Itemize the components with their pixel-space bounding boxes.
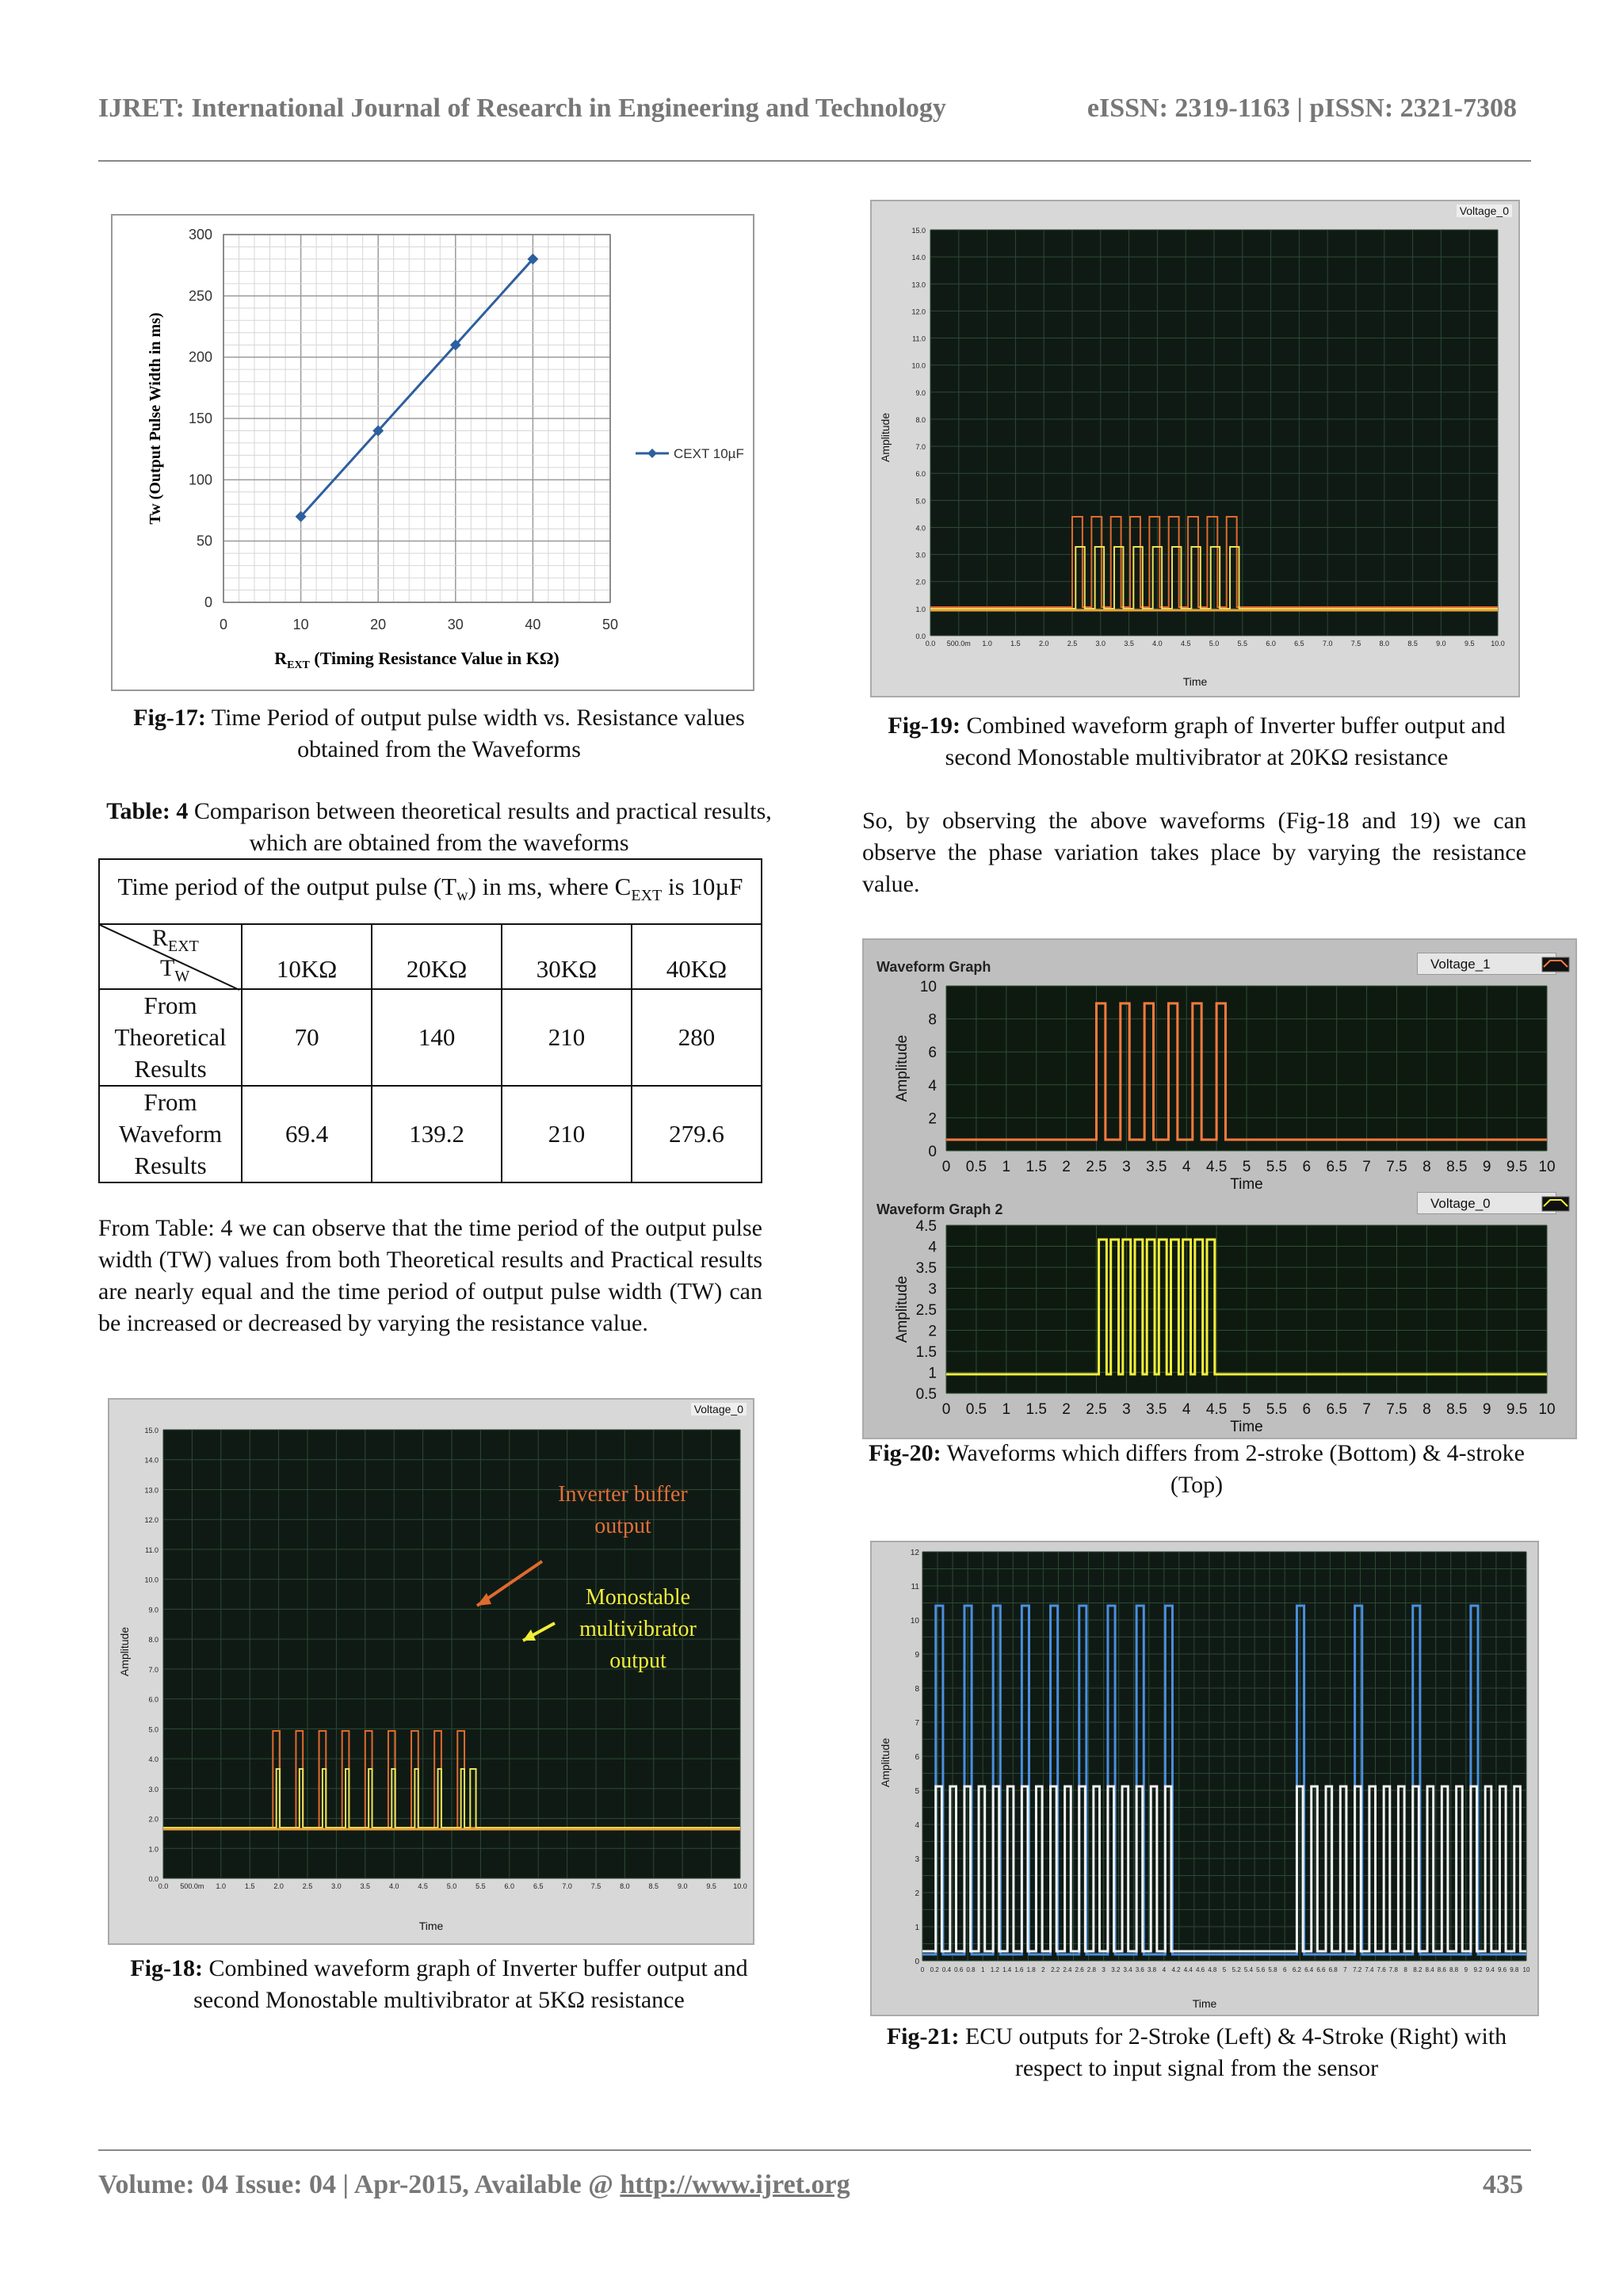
x-tick-label: 2.6: [1075, 1966, 1084, 1973]
x-tick-label: 6.4: [1304, 1966, 1314, 1973]
fig21-ylabel: Amplitude: [879, 1737, 892, 1788]
y-tick-label: 300: [188, 227, 212, 243]
x-tick-label: 4: [1162, 1966, 1167, 1973]
y-tick-label: 7.0: [915, 443, 926, 452]
y-tick-label: 3.0: [915, 551, 926, 560]
legend-marker: [647, 449, 657, 458]
x-tick-label: 9.5: [1506, 1401, 1528, 1418]
fig21-caption-label: Fig-21:: [886, 2023, 960, 2050]
x-tick-label: 9.8: [1510, 1966, 1519, 1973]
fig18-caption: [98, 1953, 780, 2016]
x-tick-label: 4: [1182, 1159, 1191, 1175]
x-tick-label: 4.0: [1152, 640, 1163, 648]
y-tick-label: 1: [915, 1924, 919, 1932]
x-tick-label: 2.4: [1063, 1966, 1072, 1973]
table4-cell: 279.6: [632, 1086, 762, 1182]
y-tick-label: 7: [915, 1719, 919, 1728]
x-tick-label: 7: [1343, 1966, 1347, 1973]
y-tick-label: 0: [915, 1958, 919, 1966]
x-tick-label: 6.5: [1326, 1159, 1347, 1175]
y-axis-label: Tw (Output Pulse Width in ms): [147, 312, 164, 525]
x-tick-label: 1.0: [982, 640, 992, 648]
y-tick-label: 2.0: [915, 578, 926, 586]
y-tick-label: 11.0: [145, 1545, 158, 1554]
x-tick-label: 3.0: [1095, 640, 1106, 648]
x-tick-label: 5.5: [1266, 1401, 1288, 1418]
x-tick-label: 2: [1041, 1966, 1045, 1973]
x-tick-label: 5.5: [475, 1882, 486, 1890]
x-tick-label: 7.6: [1377, 1966, 1386, 1973]
y-tick-label: 5: [915, 1787, 919, 1796]
x-tick-label: 1.5: [1025, 1401, 1047, 1418]
y-tick-label: 8: [928, 1011, 937, 1029]
fig18-caption-text: Combined waveform graph of Inverter buffer output and second Monostable multivibrator at 5KΩ resistance: [193, 1955, 748, 2013]
x-tick-label: 50: [601, 617, 619, 632]
x-tick-label: 10.0: [1491, 640, 1505, 648]
y-tick-label: 8.0: [915, 415, 926, 424]
fig20-top-legend-label: Voltage_1: [1430, 957, 1491, 972]
x-tick-label: 20: [370, 617, 387, 632]
x-tick-label: 8.6: [1437, 1966, 1446, 1973]
fig18-legend: Voltage_0: [691, 1403, 747, 1415]
table4-cell: 70: [242, 989, 372, 1086]
x-tick-label: 2.0: [1038, 640, 1049, 648]
y-tick-label: 14.0: [911, 254, 926, 262]
y-tick-label: 6: [928, 1045, 937, 1062]
fig21-frame: [870, 1541, 1539, 2016]
fig17-caption-label: Fig-17:: [133, 705, 206, 731]
x-tick-label: 9: [1482, 1401, 1491, 1418]
x-tick-label: 4.5: [418, 1882, 428, 1890]
x-tick-label: 1: [1002, 1159, 1011, 1175]
y-tick-label: 10.0: [144, 1576, 158, 1584]
x-tick-label: 1.5: [1010, 640, 1021, 648]
x-tick-label: 8: [1423, 1401, 1431, 1418]
fig18-xlabel: Time: [418, 1920, 444, 1932]
x-tick-label: 0.4: [941, 1966, 952, 1973]
x-tick-label: 4.0: [388, 1882, 399, 1890]
x-tick-label: 5.2: [1232, 1966, 1241, 1973]
x-axis-label: Time: [1230, 1176, 1263, 1193]
fig20-top-title: Waveform Graph: [876, 959, 991, 975]
table4-caption-label: Table: 4: [106, 798, 189, 824]
y-tick-label: 1.5: [915, 1344, 937, 1361]
x-tick-label: 6.0: [1266, 640, 1276, 648]
y-tick-label: 8.0: [148, 1636, 158, 1645]
x-tick-label: 5: [1222, 1966, 1227, 1973]
x-tick-label: 8.5: [1446, 1159, 1468, 1175]
x-tick-label: 500.0m: [180, 1882, 204, 1890]
y-tick-label: 150: [188, 411, 212, 426]
x-tick-label: 1.4: [1002, 1966, 1012, 1973]
fig17-caption-text: Time Period of output pulse width vs. Resistance values obtained from the Waveforms: [211, 705, 745, 762]
table4-col-10k: 10KΩ: [242, 924, 372, 989]
y-tick-label: 100: [188, 472, 212, 488]
x-tick-label: 5.4: [1243, 1966, 1254, 1973]
issn-header: eISSN: 2319-1163 | pISSN: 2321-7308: [1086, 94, 1517, 123]
fig19-caption: [856, 710, 1537, 774]
table4-cell: 280: [632, 989, 762, 1086]
table4-cell: 69.4: [242, 1086, 372, 1182]
x-tick-label: 0: [941, 1159, 951, 1175]
x-tick-label: 7: [1362, 1159, 1371, 1175]
y-tick-label: 10.0: [911, 361, 926, 370]
x-tick-label: 2.2: [1051, 1966, 1060, 1973]
fig17-chart-frame: [111, 214, 754, 691]
x-tick-label: 7.8: [1388, 1966, 1398, 1973]
x-tick-label: 1.5: [244, 1882, 255, 1890]
fig20-caption: [856, 1438, 1537, 1501]
y-tick-label: 0: [204, 594, 212, 610]
x-tick-label: 2.5: [1086, 1159, 1107, 1175]
table4-discussion-paragraph: From Table: 4 we can observe that the time period of the output pulse width (TW) values from both Theoretical results and Practical results are nearly equal and the time period of output pulse width (TW) can be increased or decreased by varying the resistance value.: [98, 1215, 762, 1336]
x-tick-label: 0.5: [965, 1159, 987, 1175]
x-tick-label: 9.6: [1497, 1966, 1507, 1973]
y-tick-label: 4.5: [915, 1218, 937, 1235]
x-tick-label: 0: [219, 617, 228, 632]
x-tick-label: 2.5: [1067, 640, 1078, 648]
y-tick-label: 12.0: [144, 1516, 158, 1525]
x-tick-label: 5.0: [1209, 640, 1220, 648]
x-tick-label: 500.0m: [946, 640, 971, 648]
fig20-bottom-title: Waveform Graph 2: [876, 1201, 1003, 1217]
fig20-caption-label: Fig-20:: [869, 1440, 941, 1466]
y-tick-label: 14.0: [144, 1456, 158, 1465]
fig17-line-chart: [113, 216, 753, 690]
y-tick-label: 5.0: [915, 497, 926, 506]
y-tick-label: 50: [196, 533, 212, 549]
x-tick-label: 8.5: [648, 1882, 659, 1890]
y-tick-label: 250: [188, 288, 212, 304]
x-axis-label: $R_{EXT}$ (Timing Resistance Value in KΩ): [274, 648, 559, 671]
table4-caption-text: Comparison between theoretical results and practical results, which are obtained from the waveforms: [193, 798, 772, 856]
fig19-waveform-plot: [910, 225, 1505, 653]
table4-caption: [98, 796, 780, 859]
x-tick-label: 8.0: [1379, 640, 1390, 648]
fig19-legend: Voltage_0: [1457, 204, 1512, 217]
x-tick-label: 0.5: [965, 1401, 987, 1418]
y-tick-label: 4.0: [148, 1755, 158, 1764]
x-tick-label: 4.2: [1171, 1966, 1181, 1973]
legend-label: CEXT 10µF: [674, 446, 744, 461]
x-tick-label: 1: [1002, 1401, 1011, 1418]
y-tick-label: 200: [188, 349, 212, 365]
x-tick-label: 5: [1242, 1159, 1251, 1175]
y-tick-label: 3.0: [148, 1785, 158, 1794]
x-tick-label: 3.0: [331, 1882, 342, 1890]
x-tick-label: 7.2: [1353, 1966, 1362, 1973]
y-tick-label: 7.0: [148, 1665, 158, 1674]
table4-cell: 140: [372, 989, 502, 1086]
diag-bottom-label: $T_W$: [160, 955, 190, 985]
y-tick-label: 9: [915, 1651, 919, 1660]
x-tick-label: 7: [1362, 1401, 1371, 1418]
x-tick-label: 1.2: [990, 1966, 1000, 1973]
x-tick-label: 2.8: [1086, 1966, 1096, 1973]
x-tick-label: 9.5: [1506, 1159, 1528, 1175]
x-tick-label: 7.0: [562, 1882, 572, 1890]
x-tick-label: 6: [1302, 1159, 1312, 1175]
y-tick-label: 10: [919, 979, 937, 995]
x-tick-label: 9.0: [1436, 640, 1446, 648]
x-tick-label: 7.0: [1322, 640, 1333, 648]
x-tick-label: 4: [1182, 1401, 1191, 1418]
x-tick-label: 8: [1403, 1966, 1407, 1973]
x-tick-label: 4.8: [1208, 1966, 1217, 1973]
diag-top-label: $R_{EXT}$: [152, 925, 199, 955]
y-tick-label: 2: [928, 1323, 937, 1340]
x-tick-label: 9.0: [677, 1882, 688, 1890]
y-tick-label: 3: [928, 1281, 937, 1298]
x-tick-label: 1.5: [1025, 1159, 1047, 1175]
x-tick-label: 7.5: [1350, 640, 1361, 648]
footer-volume-text: Volume: 04 Issue: 04 | Apr-2015, Available @: [98, 2170, 621, 2199]
y-tick-label: 6.0: [148, 1695, 158, 1704]
x-tick-label: 5.8: [1268, 1966, 1277, 1973]
x-tick-label: 6.5: [1294, 640, 1304, 648]
fig18-annotation-inverter: Inverter buffer output: [558, 1482, 688, 1538]
y-tick-label: 4: [915, 1821, 919, 1830]
x-tick-label: 3.6: [1135, 1966, 1144, 1973]
footer-rule: [98, 2149, 1531, 2151]
x-tick-label: 9.4: [1485, 1966, 1495, 1973]
fig21-xlabel: Time: [1192, 1997, 1217, 2010]
x-tick-label: 1.6: [1014, 1966, 1024, 1973]
table4-row-theoretical-label: From Theoretical Results: [99, 989, 242, 1086]
x-tick-label: 8.4: [1425, 1966, 1434, 1973]
fig21-caption-text: ECU outputs for 2-Stroke (Left) & 4-Stroke (Right) with respect to input signal from the sensor: [964, 2023, 1507, 2081]
x-tick-label: 10.0: [733, 1882, 747, 1890]
y-tick-label: 0.0: [148, 1875, 158, 1883]
y-axis-label: Amplitude: [894, 1034, 911, 1102]
x-tick-label: 0.8: [966, 1966, 976, 1973]
x-tick-label: 0.0: [925, 640, 936, 648]
y-tick-label: 3.5: [915, 1260, 937, 1277]
x-tick-label: 4.4: [1183, 1966, 1193, 1973]
x-tick-label: 0: [920, 1966, 925, 1973]
x-tick-label: 5: [1242, 1401, 1251, 1418]
x-tick-label: 9: [1482, 1159, 1491, 1175]
x-axis-label: Time: [1230, 1419, 1263, 1435]
table4-cell: 139.2: [372, 1086, 502, 1182]
x-tick-label: 4.6: [1195, 1966, 1205, 1973]
x-tick-label: 2.5: [302, 1882, 313, 1890]
table4: [98, 858, 762, 1183]
y-tick-label: 4: [928, 1077, 937, 1095]
x-tick-label: 10: [292, 617, 309, 632]
fig20-bottom-legend-label: Voltage_0: [1430, 1196, 1491, 1211]
y-tick-label: 6: [915, 1753, 919, 1762]
x-tick-label: 3.5: [1124, 640, 1134, 648]
table4-title: Time period of the output pulse $(T_w)$ in ms, where $C_{EXT}$ is 10µF: [99, 859, 762, 924]
x-tick-label: 9.5: [706, 1882, 716, 1890]
x-tick-label: 0.2: [930, 1966, 939, 1973]
y-tick-label: 4.0: [915, 524, 926, 533]
y-tick-label: 13.0: [144, 1486, 158, 1495]
x-tick-label: 3.5: [1146, 1401, 1167, 1418]
y-tick-label: 12.0: [911, 308, 926, 316]
y-tick-label: 13.0: [911, 281, 926, 289]
y-tick-label: 15.0: [144, 1427, 158, 1435]
fig18-annotation-mono: Monostable multivibrator output: [579, 1585, 697, 1673]
table4-row-waveform-label: From Waveform Results: [99, 1086, 242, 1182]
y-tick-label: 1.0: [148, 1845, 158, 1854]
fig21-caption: [856, 2021, 1537, 2084]
x-tick-label: 5.6: [1256, 1966, 1266, 1973]
x-tick-label: 7.4: [1365, 1966, 1374, 1973]
x-tick-label: 3: [1122, 1159, 1131, 1175]
x-tick-label: 30: [447, 617, 464, 632]
x-tick-label: 6.8: [1328, 1966, 1338, 1973]
y-tick-label: 0: [928, 1144, 937, 1160]
x-tick-label: 5.5: [1237, 640, 1248, 648]
x-tick-label: 3.5: [1146, 1159, 1167, 1175]
x-tick-label: 1: [980, 1966, 985, 1973]
x-tick-label: 10: [1538, 1159, 1556, 1175]
y-tick-label: 0.5: [915, 1386, 937, 1403]
y-tick-label: 2: [915, 1889, 919, 1898]
x-tick-label: 1.0: [216, 1882, 227, 1890]
x-tick-label: 8.5: [1446, 1401, 1468, 1418]
x-tick-label: 6.2: [1292, 1966, 1302, 1973]
fig19-frame: [870, 200, 1520, 697]
y-axis-label: Amplitude: [894, 1275, 911, 1343]
x-tick-label: 5.5: [1266, 1159, 1288, 1175]
footer-volume: [98, 2170, 850, 2200]
x-tick-label: 4.5: [1205, 1401, 1228, 1418]
fig19-caption-text: Combined waveform graph of Inverter buffer output and second Monostable multivibrator at 20KΩ resistance: [945, 712, 1506, 770]
x-tick-label: 2: [1062, 1401, 1071, 1418]
fig20-waveform-plots: [864, 940, 1575, 1438]
fig18-ylabel: Amplitude: [118, 1626, 132, 1677]
x-tick-label: 8.0: [620, 1882, 630, 1890]
x-tick-label: 3: [1102, 1966, 1106, 1973]
x-tick-label: 5.0: [446, 1882, 457, 1890]
fig18-frame: [108, 1398, 754, 1945]
fig20-caption-text: Waveforms which differs from 2-stroke (Bottom) & 4-stroke (Top): [946, 1440, 1525, 1498]
header-rule: [98, 160, 1531, 162]
y-tick-label: 1: [928, 1365, 937, 1382]
x-tick-label: 9.2: [1473, 1966, 1483, 1973]
table4-col-40k: 40KΩ: [632, 924, 762, 989]
fig18-caption-label: Fig-18:: [130, 1955, 204, 1981]
y-tick-label: 4: [928, 1239, 937, 1256]
x-tick-label: 7.5: [590, 1882, 601, 1890]
fig19-discussion-paragraph: So, by observing the above waveforms (Fig-18 and 19) we can observe the phase variation takes place by varying the resistance value.: [862, 808, 1526, 897]
fig21-waveform-plot: [907, 1549, 1529, 1980]
y-tick-label: 9.0: [915, 388, 926, 397]
x-tick-label: 3.4: [1123, 1966, 1132, 1973]
y-tick-label: 10: [910, 1617, 919, 1626]
x-tick-label: 0: [941, 1401, 951, 1418]
x-tick-label: 4.5: [1205, 1159, 1228, 1175]
x-tick-label: 0.0: [158, 1882, 169, 1890]
x-tick-label: 8.2: [1413, 1966, 1423, 1973]
y-tick-label: 8: [915, 1685, 919, 1694]
x-tick-label: 8.5: [1407, 640, 1418, 648]
table4-cell: 210: [502, 1086, 632, 1182]
y-tick-label: 9.0: [148, 1606, 158, 1614]
y-tick-label: 2: [928, 1110, 937, 1128]
x-tick-label: 6: [1282, 1966, 1287, 1973]
table4-col-20k: 20KΩ: [372, 924, 502, 989]
x-tick-label: 8.8: [1449, 1966, 1459, 1973]
x-tick-label: 2.5: [1086, 1401, 1107, 1418]
x-tick-label: 1.8: [1026, 1966, 1036, 1973]
x-tick-label: 3.5: [360, 1882, 371, 1890]
table4-diag-header: [99, 924, 242, 989]
x-tick-label: 4.5: [1180, 640, 1191, 648]
footer-page-number: 435: [1483, 2170, 1523, 2199]
x-tick-label: 9.5: [1464, 640, 1475, 648]
x-tick-label: 7.5: [1386, 1401, 1407, 1418]
y-tick-label: 2.5: [915, 1302, 937, 1319]
x-tick-label: 3: [1122, 1401, 1131, 1418]
series-line: [301, 259, 533, 517]
y-tick-label: 6.0: [915, 470, 926, 479]
x-tick-label: 10: [1522, 1966, 1530, 1973]
x-tick-label: 0.6: [954, 1966, 964, 1973]
x-tick-label: 7.5: [1386, 1159, 1407, 1175]
y-tick-label: 2.0: [148, 1815, 158, 1824]
x-tick-label: 3.8: [1147, 1966, 1157, 1973]
fig19-ylabel: Amplitude: [879, 412, 892, 463]
x-tick-label: 10: [1538, 1401, 1556, 1418]
footer-url-link[interactable]: http://www.ijret.org: [620, 2170, 850, 2199]
x-tick-label: 6.6: [1316, 1966, 1326, 1973]
y-tick-label: 11.0: [912, 334, 926, 343]
x-tick-label: 6.5: [1326, 1401, 1347, 1418]
y-tick-label: 3: [915, 1855, 919, 1864]
x-tick-label: 6.0: [504, 1882, 515, 1890]
y-tick-label: 1.0: [915, 605, 926, 613]
x-tick-label: 9: [1464, 1966, 1468, 1973]
x-tick-label: 6.5: [533, 1882, 544, 1890]
fig19-xlabel: Time: [1182, 675, 1208, 688]
table4-cell: 210: [502, 989, 632, 1086]
x-tick-label: 6: [1302, 1401, 1312, 1418]
table4-col-30k: 30KΩ: [502, 924, 632, 989]
y-tick-label: 15.0: [911, 227, 926, 235]
fig20-frame: [862, 938, 1577, 1439]
fig17-caption: [98, 702, 780, 766]
y-tick-label: 12: [910, 1549, 919, 1557]
y-tick-label: 11: [911, 1583, 919, 1591]
y-tick-label: 0.0: [915, 632, 926, 640]
fig19-caption-label: Fig-19:: [888, 712, 961, 739]
y-tick-label: 5.0: [148, 1725, 158, 1734]
x-tick-label: 3.2: [1111, 1966, 1121, 1973]
journal-header: IJRET: International Journal of Research in Engineering and Technology: [98, 94, 946, 123]
x-tick-label: 2.0: [273, 1882, 284, 1890]
x-tick-label: 8: [1423, 1159, 1431, 1175]
x-tick-label: 40: [525, 617, 541, 632]
x-tick-label: 2: [1062, 1159, 1071, 1175]
